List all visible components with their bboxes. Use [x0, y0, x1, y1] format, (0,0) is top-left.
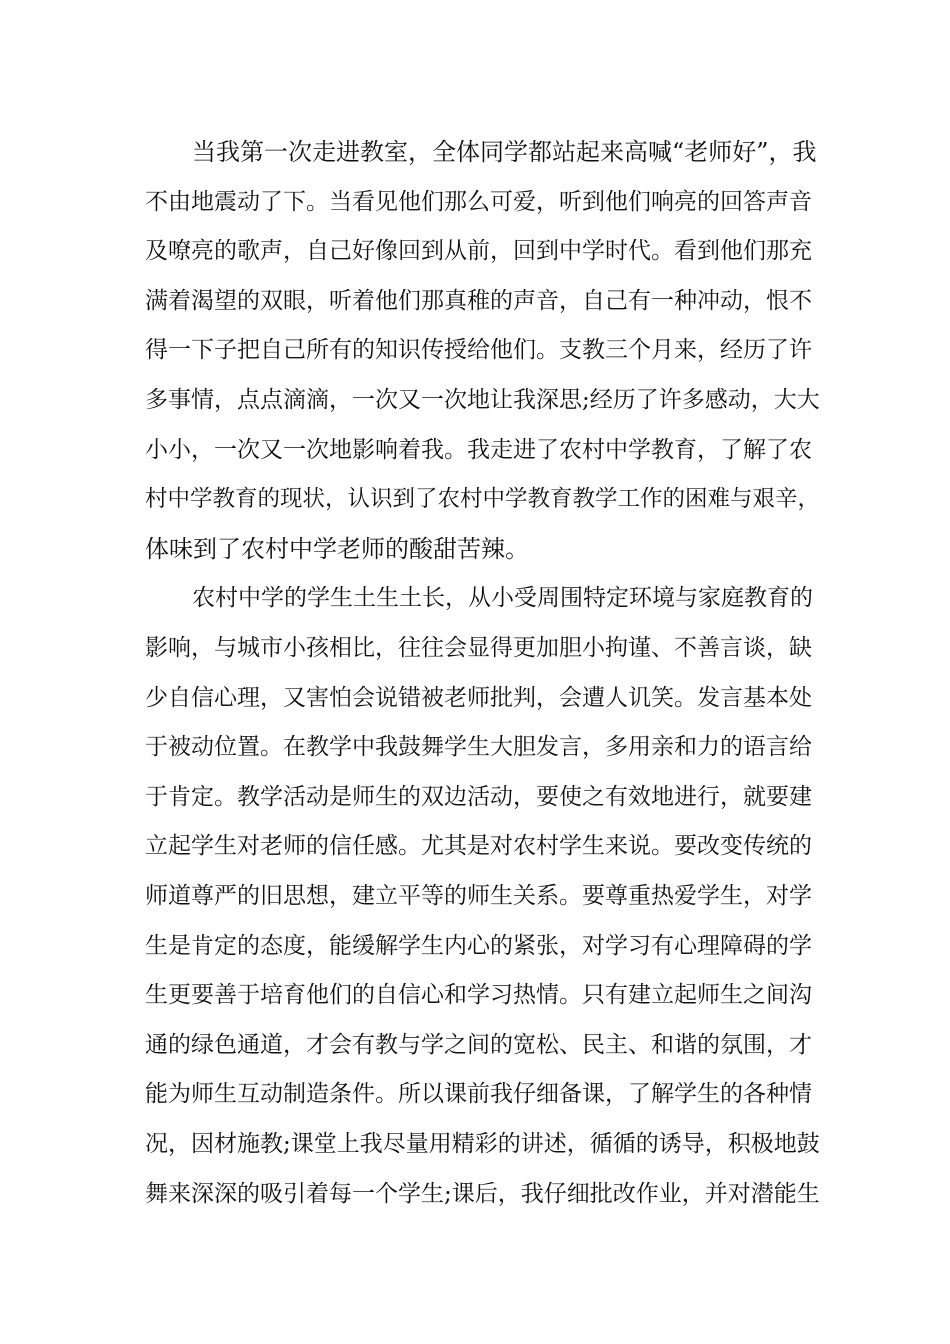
text-line: 生更要善于培育他们的自信心和学习热情。只有建立起师生之间沟	[145, 982, 812, 1009]
text-line: 村中学教育的现状，认识到了农村中学教育教学工作的困难与艰辛，	[145, 486, 821, 513]
text-line: 得一下子把自己所有的知识传授给他们。支教三个月来，经历了许	[145, 337, 812, 364]
text-line: 农村中学的学生土生土长，从小受周围特定环境与家庭教育的	[192, 585, 813, 612]
text-line: 通的绿色通道，才会有教与学之间的宽松、民主、和谐的氛围，才	[145, 1031, 812, 1058]
text-line: 当我第一次走进教室，全体同学都站起来高喊“老师好”，我	[192, 138, 817, 166]
text-line: 小小，一次又一次地影响着我。我走进了农村中学教育，了解了农	[145, 436, 812, 463]
text-line: 满着渴望的双眼，听着他们那真稚的声音，自己有一种冲动，恨不	[145, 287, 812, 314]
text-line: 于肯定。教学活动是师生的双边活动，要使之有效地进行，就要建	[145, 783, 812, 810]
text-line: 生是肯定的态度，能缓解学生内心的紧张，对学习有心理障碍的学	[145, 932, 812, 959]
text-line: 师道尊严的旧思想，建立平等的师生关系。要尊重热爱学生，对学	[145, 883, 812, 909]
text-line: 及嘹亮的歌声，自己好像回到从前，回到中学时代。看到他们那充	[145, 238, 812, 265]
text-line: 于被动位置。在教学中我鼓舞学生大胆发言，多用亲和力的语言给	[145, 734, 812, 761]
text-line: 舞来深深的吸引着每一个学生;课后，我仔细批改作业，并对潜能生	[145, 1180, 820, 1207]
text-line: 影响，与城市小孩相比，往往会显得更加胆小拘谨、不善言谈，缺	[145, 635, 812, 661]
text-line: 能为师生互动制造条件。所以课前我仔细备课，了解学生的各种情	[145, 1081, 812, 1108]
text-line: 少自信心理，又害怕会说错被老师批判，会遭人讥笑。发言基本处	[145, 684, 812, 711]
text-line: 多事情，点点滴滴，一次又一次地让我深思;经历了许多感动，大大	[145, 387, 820, 413]
text-line: 立起学生对老师的信任感。尤其是对农村学生来说。要改变传统的	[145, 833, 812, 860]
text-line: 不由地震动了下。当看见他们那么可爱，听到他们响亮的回答声音	[145, 188, 812, 215]
text-line: 体味到了农村中学老师的酸甜苦辣。	[145, 534, 529, 563]
text-line: 况，因材施教;课堂上我尽量用精彩的讲述，循循的诱导，积极地鼓	[145, 1131, 820, 1157]
